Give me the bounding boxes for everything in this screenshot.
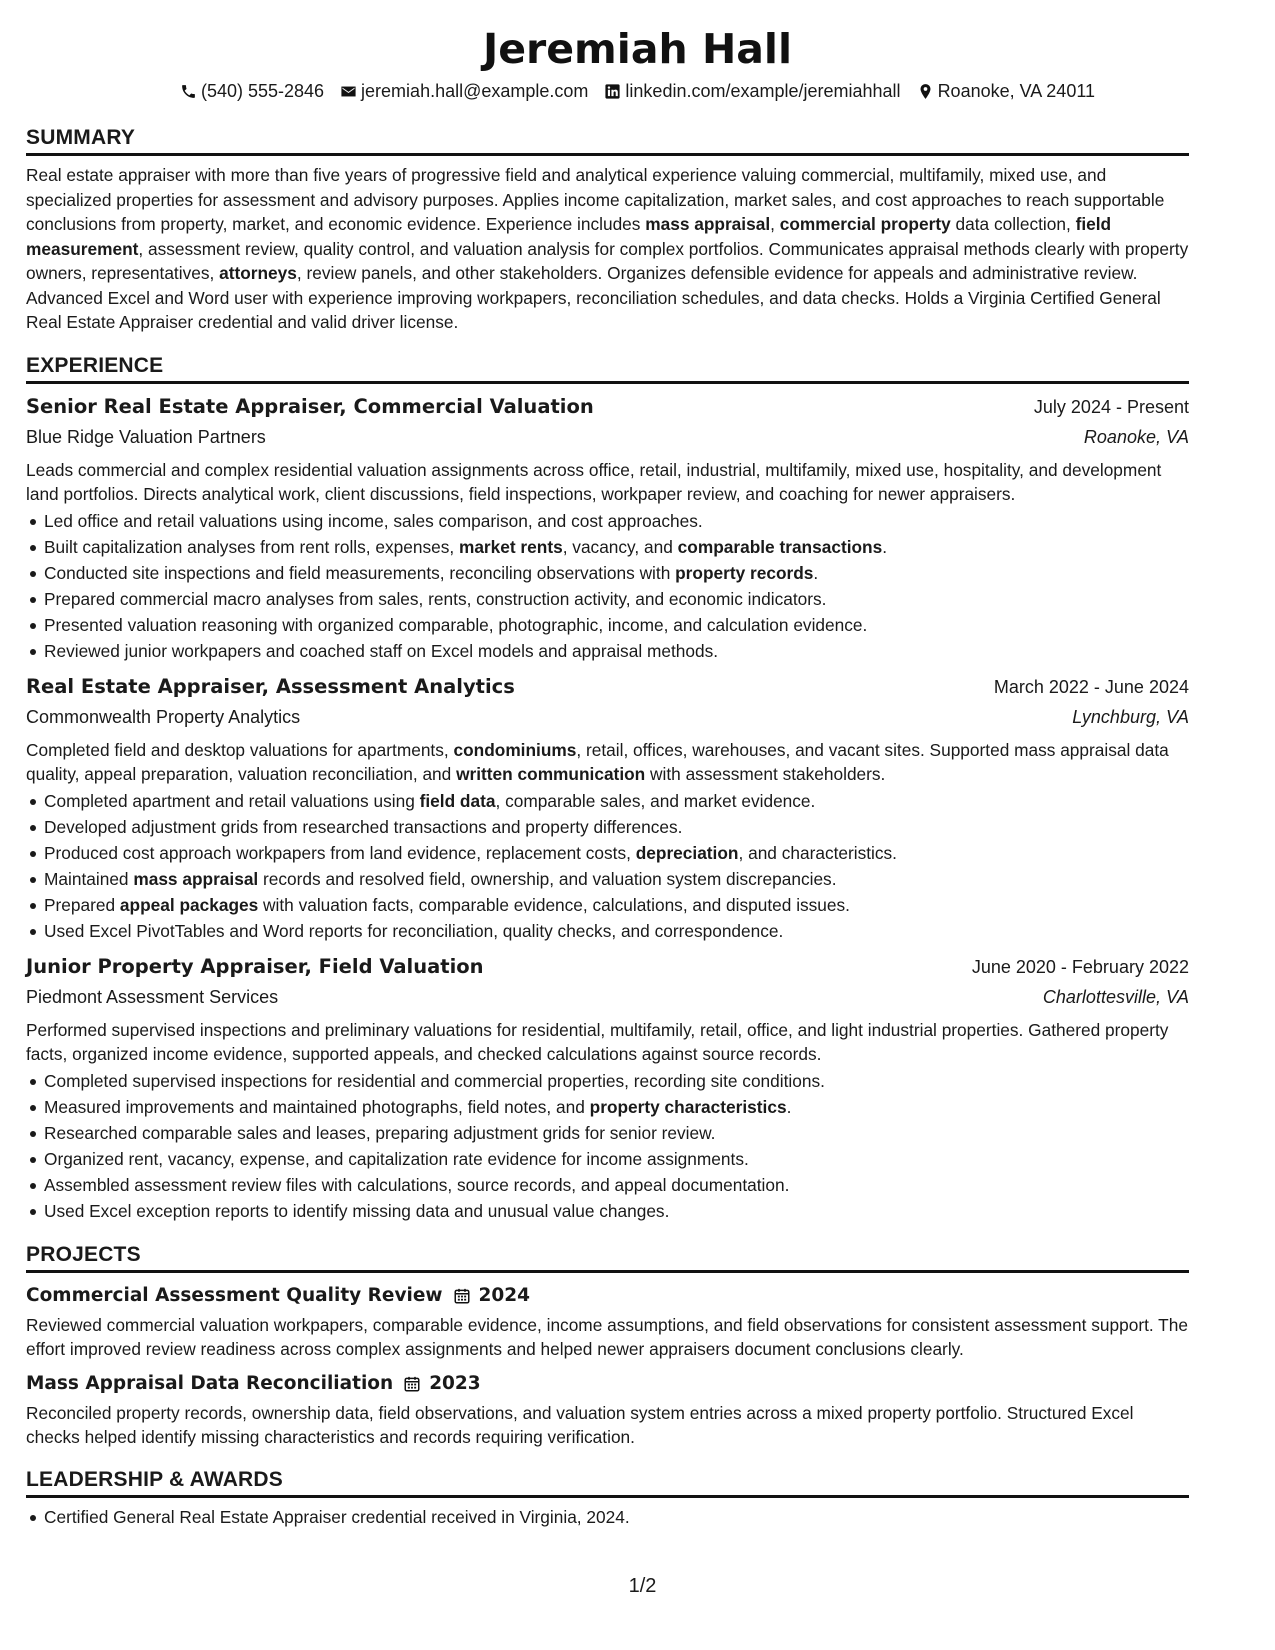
project-header <box>26 1369 1189 1399</box>
section-title-leadership: LEADERSHIP & AWARDS <box>26 1467 1189 1498</box>
text-run: with valuation facts, comparable evidence, calculations, and disputed issues. <box>258 894 850 915</box>
text-run: Completed supervised inspections for residential and commercial properties, recording site conditions. <box>44 1070 825 1091</box>
project-year-text: 2023 <box>429 1372 481 1394</box>
text-run: Developed adjustment grids from researched transactions and property differences. <box>44 816 683 837</box>
text-run: , retail, offices, warehouses, and vacant sites. Supported mass appraisal data quality, appeal preparation, valuation reconciliation, and <box>26 739 1169 784</box>
project-list <box>26 1281 1189 1449</box>
envelope-icon <box>340 83 357 100</box>
job-title: Junior Property Appraiser, Field Valuation <box>26 954 484 978</box>
project-entry <box>26 1369 1189 1449</box>
bullet-item <box>44 638 1189 664</box>
calendar-icon <box>453 1287 471 1305</box>
text-run: Used Excel exception reports to identify missing data and unusual value changes. <box>44 1200 670 1221</box>
text-run: Conducted site inspections and field measurements, reconciling observations with <box>44 562 676 583</box>
phone-text: (540) 555-2846 <box>200 81 325 101</box>
bullet-item <box>44 560 1189 586</box>
job-dates: March 2022 - June 2024 <box>993 676 1189 697</box>
job-entry <box>26 672 1189 944</box>
bullet-item: Certified General Real Estate Appraiser credential received in Virginia, 2024. <box>44 1504 1189 1530</box>
bullet-item <box>44 892 1189 918</box>
calendar-icon <box>403 1375 421 1393</box>
page-number: 1/2 <box>628 1575 657 1597</box>
bold-keyword: market rents <box>458 536 563 557</box>
text-run: with assessment stakeholders. <box>645 763 886 784</box>
bold-keyword: comparable transactions <box>677 536 883 557</box>
contact-location <box>917 79 1095 103</box>
section-title-summary: SUMMARY <box>26 125 1189 156</box>
bold-keyword: mass appraisal <box>645 214 771 234</box>
bullet-item <box>44 534 1189 560</box>
job-entry <box>26 392 1189 664</box>
project-description: Reviewed commercial valuation workpapers, comparable evidence, income assumptions, and field observations for consistent assessment support. The effort improved review readiness across complex assignments and helped newer appraisers document conclusions clearly. <box>26 1314 1188 1359</box>
text-run: records and resolved field, ownership, and valuation system discrepancies. <box>258 868 837 889</box>
bullet-item <box>44 866 1189 892</box>
job-title: Real Estate Appraiser, Assessment Analytics <box>26 674 515 698</box>
text-run: Performed supervised inspections and preliminary valuations for residential, multifamily, retail, office, and light industrial properties. Gathered property facts, organized income evidence, supported appeals, and checked calculations against source records. <box>26 1019 1169 1064</box>
text-run: , and characteristics. <box>738 842 897 863</box>
text-run: . <box>786 1096 792 1117</box>
text-run: Led office and retail valuations using income, sales comparison, and cost approaches. <box>44 510 703 531</box>
job-dates: July 2024 - Present <box>1033 396 1189 417</box>
leadership-section <box>26 1467 1189 1530</box>
text-run: , comparable sales, and market evidence. <box>495 790 816 811</box>
bold-keyword: field data <box>419 790 496 811</box>
bold-keyword: commercial property <box>779 214 951 234</box>
project-title: Mass Appraisal Data Reconciliation <box>26 1372 394 1394</box>
job-title: Senior Real Estate Appraiser, Commercial Valuation <box>26 394 594 418</box>
project-entry <box>26 1281 1189 1361</box>
project-year <box>453 1281 531 1311</box>
bullet-item <box>44 788 1189 814</box>
email-text[interactable]: jeremiah.hall@example.com <box>361 81 589 101</box>
bold-keyword: property records <box>675 562 814 583</box>
bullet-item <box>44 1172 1189 1198</box>
text-run: , assessment review, quality control, and valuation analysis for complex portfolios. Communicates appraisal methods clearly with property owners, representatives, <box>26 238 1189 283</box>
map-pin-icon <box>917 83 934 100</box>
text-run: , <box>770 214 780 234</box>
bullet-item <box>44 508 1189 534</box>
text-run: Assembled assessment review files with calculations, source records, and appeal documentation. <box>44 1174 790 1195</box>
bold-keyword: appeal packages <box>119 894 259 915</box>
project-year-text: 2024 <box>478 1284 531 1306</box>
job-company: Blue Ridge Valuation Partners <box>26 426 266 447</box>
job-dates: June 2020 - February 2022 <box>971 956 1189 977</box>
text-run: Reviewed junior workpapers and coached staff on Excel models and appraisal methods. <box>44 640 719 661</box>
bullet-item <box>44 1094 1189 1120</box>
text-run: Prepared commercial macro analyses from sales, rents, construction activity, and economic indicators. <box>44 588 827 609</box>
text-run: Researched comparable sales and leases, preparing adjustment grids for senior review. <box>44 1122 716 1143</box>
text-run: , review panels, and other stakeholders. Organizes defensible evidence for appeals and administrative review. Advanced Excel and Word user with experience improving workpapers, reconciliation schedules, and data checks. Holds a Virginia Certified General Real Estate Appraiser credential and valid driver license. <box>26 263 1161 332</box>
leadership-list <box>26 1504 1189 1530</box>
text-run: Completed field and desktop valuations for apartments, <box>26 739 454 760</box>
job-header <box>26 952 1189 982</box>
projects-section <box>26 1242 1189 1449</box>
job-location: Lynchburg, VA <box>1072 706 1189 727</box>
text-run: Built capitalization analyses from rent rolls, expenses, <box>44 536 459 557</box>
bullet-item <box>44 1198 1189 1224</box>
linkedin-icon <box>604 83 621 100</box>
bold-keyword: attorneys <box>219 263 297 283</box>
bullet-item <box>44 612 1189 638</box>
job-description <box>26 1018 1189 1066</box>
job-entry <box>26 952 1189 1224</box>
bullet-item <box>44 1120 1189 1146</box>
project-year <box>403 1369 481 1399</box>
summary-text <box>26 163 1189 335</box>
project-header <box>26 1281 1189 1311</box>
bold-keyword: condominiums <box>453 739 577 760</box>
job-subheader <box>26 702 1189 732</box>
contact-email[interactable] <box>340 79 588 103</box>
summary-section <box>26 125 1189 335</box>
bold-keyword: mass appraisal <box>133 868 259 889</box>
location-text: Roanoke, VA 24011 <box>937 81 1096 101</box>
text-run: Real estate appraiser with more than five years of progressive field and analytical experience valuing commercial, multifamily, mixed use, and specialized properties for assessment and advisory purposes. Applies income capitalization, market sales, and cost approaches to reach supportable conclusions from property, market, and economic evidence. Experience includes <box>26 165 1165 234</box>
bold-keyword: written communication <box>456 763 646 784</box>
job-list <box>26 392 1189 1224</box>
job-subheader <box>26 422 1189 452</box>
phone-icon <box>180 83 197 100</box>
bullet-item <box>44 1146 1189 1172</box>
text-run: Completed apartment and retail valuations using <box>44 790 420 811</box>
job-subheader <box>26 982 1189 1012</box>
job-header <box>26 672 1189 702</box>
text-run: Used Excel PivotTables and Word reports for reconciliation, quality checks, and correspondence. <box>44 920 784 941</box>
text-run: Presented valuation reasoning with organized comparable, photographic, income, and calculation evidence. <box>44 614 868 635</box>
job-location: Charlottesville, VA <box>1042 986 1189 1007</box>
bold-keyword: depreciation <box>635 842 739 863</box>
job-bullets <box>26 508 1189 664</box>
job-company: Commonwealth Property Analytics <box>26 706 301 727</box>
contact-bar <box>56 79 1219 103</box>
project-title: Commercial Assessment Quality Review <box>26 1284 443 1306</box>
text-run: Measured improvements and maintained photographs, field notes, and <box>44 1096 590 1117</box>
job-description <box>26 458 1189 506</box>
job-bullets <box>26 788 1189 944</box>
job-description <box>26 738 1189 786</box>
text-run: Produced cost approach workpapers from land evidence, replacement costs, <box>44 842 636 863</box>
text-run: Maintained <box>44 868 134 889</box>
job-location: Roanoke, VA <box>1083 426 1189 447</box>
job-company: Piedmont Assessment Services <box>26 986 279 1007</box>
bullet-item <box>44 586 1189 612</box>
bullet-item <box>44 840 1189 866</box>
bullet-item <box>44 918 1189 944</box>
experience-section <box>26 353 1189 1224</box>
text-run: data collection, <box>950 214 1076 234</box>
section-title-projects: PROJECTS <box>26 1242 1189 1273</box>
bullet-item <box>44 1068 1189 1094</box>
job-bullets <box>26 1068 1189 1224</box>
text-run: Organized rent, vacancy, expense, and capitalization rate evidence for income assignments. <box>44 1148 749 1169</box>
contact-linkedin[interactable] <box>604 79 900 103</box>
text-run: Leads commercial and complex residential valuation assignments across office, retail, industrial, multifamily, mixed use, hospitality, and development land portfolios. Directs analytical work, client discussions, field inspections, workpaper review, and coaching for newer appraisers. <box>26 459 1162 504</box>
bold-keyword: field measurement <box>26 214 1112 259</box>
text-run: . <box>813 562 819 583</box>
section-title-experience: EXPERIENCE <box>26 353 1189 384</box>
text-run: Prepared <box>44 894 120 915</box>
bullet-item <box>44 814 1189 840</box>
contact-phone <box>180 79 324 103</box>
linkedin-text[interactable]: linkedin.com/example/jeremiahhall <box>625 81 901 101</box>
candidate-name: Jeremiah Hall <box>482 25 793 73</box>
project-description: Reconciled property records, ownership data, field observations, and valuation system entries across a mixed property portfolio. Structured Excel checks helped identify missing characteristics and records requiring verification. <box>26 1402 1134 1447</box>
text-run: . <box>882 536 888 557</box>
bold-keyword: property characteristics <box>589 1096 787 1117</box>
text-run: , vacancy, and <box>562 536 678 557</box>
job-header <box>26 392 1189 422</box>
